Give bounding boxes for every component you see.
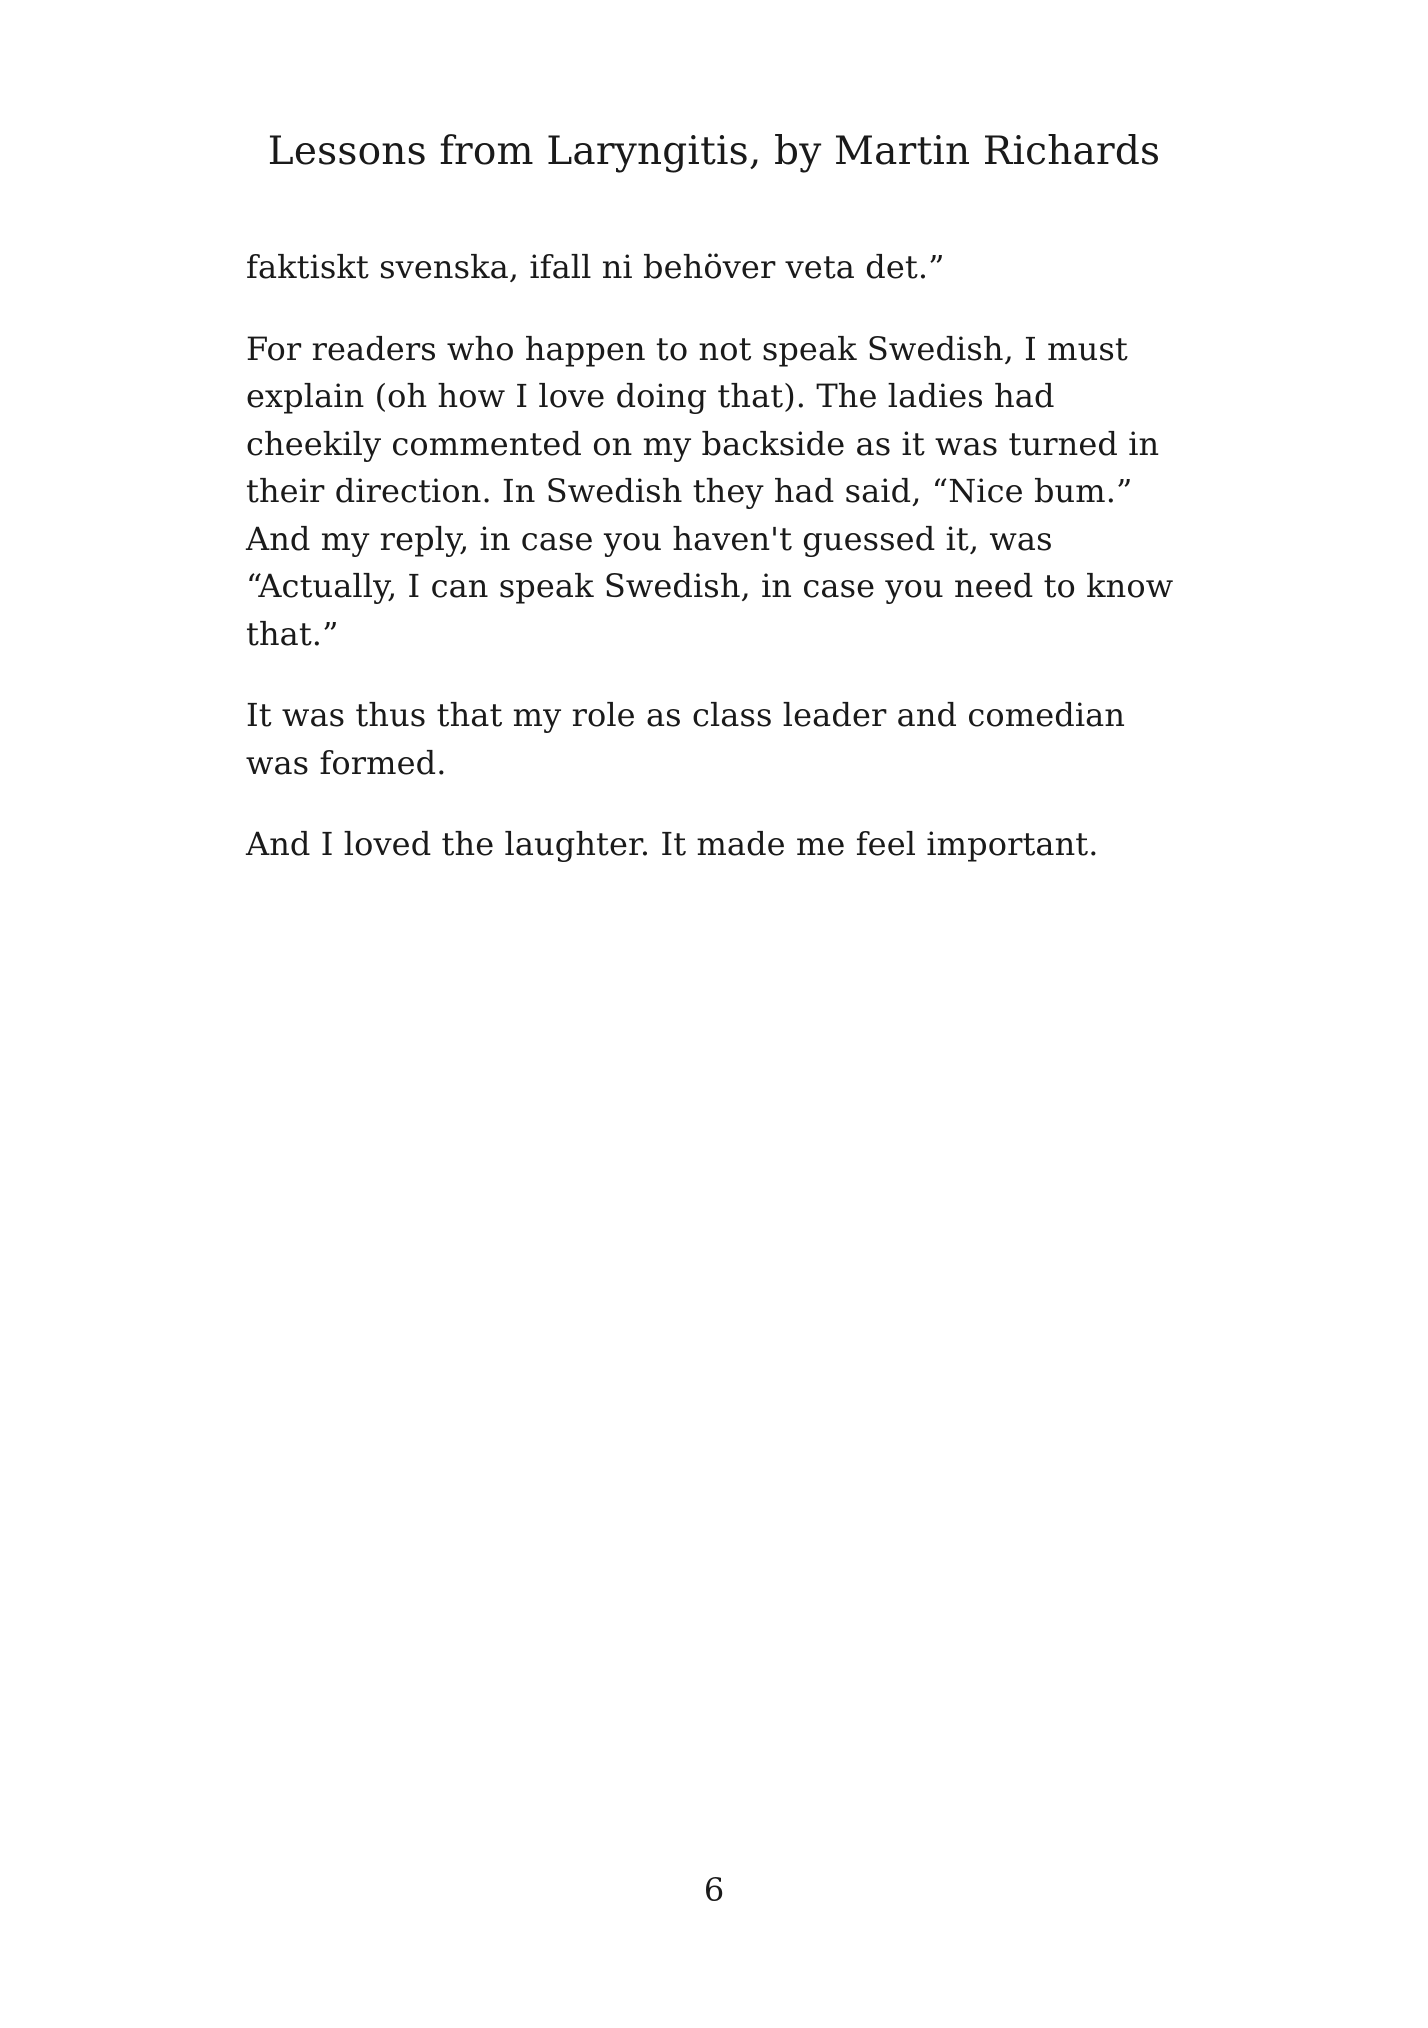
paragraph-role-formed: It was thus that my role as class leader and comedian was formed. bbox=[246, 696, 1126, 782]
paragraph-continuation: faktiskt svenska, ifall ni behöver veta det.” bbox=[246, 248, 945, 286]
page-number: 6 bbox=[703, 1871, 725, 1909]
running-header-title: Lessons from Laryngitis, by Martin Richards bbox=[267, 129, 1161, 174]
page-body bbox=[246, 244, 1176, 903]
paragraph-explanation: For readers who happen to not speak Swedish, I must explain (oh how I love doing that). The ladies had cheekily commented on my backside as it was turned in their direction. In Swedish they had said, “Nice bum.” And my reply, in case you haven't guessed it, was “Actually, I can speak Swedish, in case you need to know that.” bbox=[246, 329, 1174, 653]
paragraph-laughter: And I loved the laughter. It made me feel important. bbox=[246, 825, 1099, 863]
